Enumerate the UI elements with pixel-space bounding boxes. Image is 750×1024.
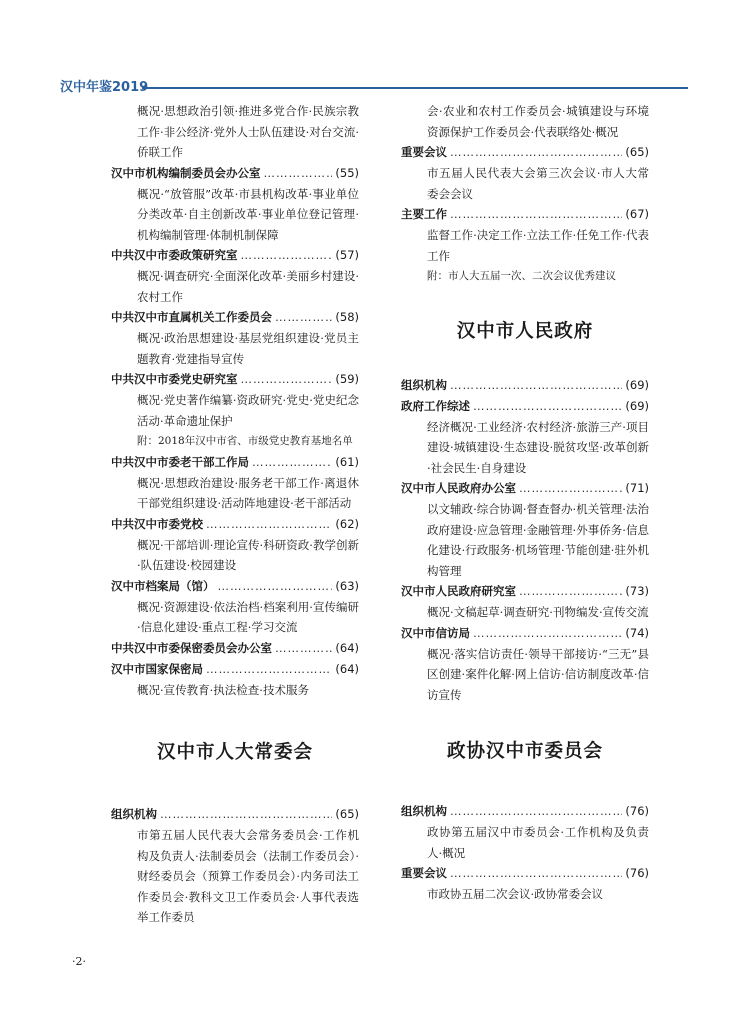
section-title-cppcc-committee: 政协汉中市委员会 — [446, 741, 603, 762]
toc-left-column — [111, 101, 359, 928]
toc-entry-detail: 市第五届人民代表大会常务委员会·工作机构及负责人·法制委员会（法制工作委员会）·财经委员会（预算工作委员会）·内务司法工作委员会·教科文卫工作委员会·人事代表选举工作委员 — [137, 828, 359, 924]
toc-page-number: (71) — [625, 481, 649, 495]
toc-entry-detail: 概况·宣传教育·执法检查·技术服务 — [137, 682, 309, 697]
toc-entry-title[interactable]: 重要会议 — [401, 866, 447, 880]
toc-entry-detail: 监督工作·决定工作·立法工作·任免工作·代表工作 — [427, 228, 649, 263]
toc-entry-title[interactable]: 组织机构 — [111, 807, 157, 821]
toc-entry[interactable] — [111, 369, 359, 452]
toc-entry[interactable] — [401, 375, 649, 396]
leader-dots — [450, 142, 622, 163]
toc-entry[interactable] — [111, 659, 359, 701]
toc-entry-title[interactable]: 中共汉中市委党史研究室 — [111, 372, 238, 386]
toc-entry-title[interactable]: 汉中市人民政府办公室 — [401, 481, 516, 495]
header-rule — [142, 87, 688, 89]
toc-entry-title[interactable]: 中共汉中市委政策研究室 — [111, 248, 238, 262]
toc-entry-title[interactable]: 中共汉中市直属机关工作委员会 — [111, 310, 272, 324]
leader-dots — [275, 307, 332, 328]
toc-entry[interactable] — [401, 396, 649, 479]
toc-entry-detail: 市五届人民代表大会第三次会议·市人大常委会会议 — [427, 166, 649, 201]
leader-dots — [450, 863, 622, 884]
leader-dots — [218, 576, 333, 597]
toc-entry-detail: 概况·思想政治建设·服务老干部工作·离退休干部党组织建设·活动阵地建设·老干部活动 — [137, 475, 359, 510]
toc-entry[interactable] — [111, 163, 359, 246]
toc-entry-detail: 概况·文稿起草·调查研究·刊物编发·宣传交流 — [427, 605, 649, 619]
toc-entry[interactable] — [401, 142, 649, 204]
toc-entry-note: 附：市人大五届一次、二次会议优秀建议 — [427, 270, 616, 282]
toc-entry-title[interactable]: 组织机构 — [401, 377, 447, 392]
toc-entry-detail: 经济概况·工业经济·农村经济·旅游三产·项目建设·城镇建设·生态建设·脱贫攻坚·改革创新·社会民生·自身建设 — [427, 419, 649, 475]
toc-entry[interactable] — [401, 581, 649, 623]
toc-page-number: (65) — [335, 807, 359, 821]
toc-page-number: (76) — [625, 804, 649, 818]
leader-dots — [275, 638, 332, 659]
leader-dots — [519, 478, 622, 499]
toc-entry-detail: 以文辅政·综合协调·督查督办·机关管理·法治政府建设·应急管理·金融管理·外事侨务·信息化建设·行政服务·机场管理·节能创建·驻外机构管理 — [427, 502, 649, 578]
toc-entry[interactable] — [111, 804, 359, 928]
toc-entry-title[interactable]: 汉中市信访局 — [401, 625, 470, 640]
toc-entry[interactable] — [401, 801, 649, 863]
leader-dots — [473, 623, 622, 644]
toc-continued-detail: 概况·思想政治引领·推进多党合作·民族宗教工作·非公经济·党外人士队伍建设·对台交流·侨联工作 — [137, 104, 359, 159]
toc-entry-detail: 概况·资源建设·依法治档·档案利用·宣传编研·信息化建设·重点工程·学习交流 — [137, 599, 359, 634]
toc-entry-title[interactable]: 中共汉中市委保密委员会办公室 — [111, 640, 272, 655]
page-number: ·2· — [72, 955, 86, 968]
toc-entry-detail: 概况·调查研究·全面深化改革·美丽乡村建设·农村工作 — [137, 269, 359, 304]
toc-entry-detail: 概况·干部培训·理论宣传·科研资政·教学创新·队伍建设·校园建设 — [137, 537, 359, 572]
leader-dots — [252, 452, 332, 473]
toc-continued-detail: 会·农业和农村工作委员会·城镇建设与环境资源保护工作委员会·代表联络处·概况 — [427, 104, 649, 139]
leader-dots — [264, 163, 333, 184]
toc-entry[interactable] — [111, 307, 359, 369]
leader-dots — [473, 396, 622, 417]
toc-entry-title[interactable]: 组织机构 — [401, 804, 447, 818]
toc-entry-title[interactable]: 汉中市人民政府研究室 — [401, 584, 516, 598]
toc-entry-detail: 市政协五届二次会议·政协常委会议 — [427, 887, 604, 901]
toc-page-number: (67) — [625, 207, 649, 221]
toc-page-number: (63) — [335, 578, 359, 593]
toc-page-number: (69) — [625, 398, 649, 413]
leader-dots — [241, 245, 333, 266]
toc-entry-detail: 政协第五届汉中市委员会·工作机构及负责人·概况 — [427, 825, 649, 860]
toc-entry-detail: 概况·政治思想建设·基层党组织建设·党员主题教育·党建指导宣传 — [137, 331, 359, 366]
leader-dots — [206, 659, 332, 680]
leader-dots — [160, 804, 332, 825]
toc-entry-note: 附：2018年汉中市省、市级党史教育基地名单 — [137, 435, 353, 447]
toc-entry[interactable] — [401, 204, 649, 287]
leader-dots — [241, 369, 333, 390]
toc-entry-detail: 概况·党史著作编纂·资政研究·党史·党史纪念活动·革命遗址保护 — [137, 393, 359, 428]
leader-dots — [450, 801, 622, 822]
toc-page-number: (65) — [625, 145, 649, 159]
toc-entry-title[interactable]: 中共汉中市委党校 — [111, 516, 203, 531]
toc-entry-title[interactable]: 中共汉中市委老干部工作局 — [111, 454, 249, 469]
toc-entry-title[interactable]: 汉中市机构编制委员会办公室 — [111, 165, 261, 180]
toc-entry[interactable] — [111, 576, 359, 638]
toc-page-number: (64) — [335, 640, 359, 655]
toc-entry-title[interactable]: 重要会议 — [401, 145, 447, 159]
toc-page-number: (64) — [335, 661, 359, 676]
toc-page-number: (74) — [625, 625, 649, 640]
toc-page-number: (73) — [625, 584, 649, 598]
toc-entry-detail: 概况·“放管服”改革·市县机构改革·事业单位分类改革·自主创新改革·事业单位登记管理·机构编制管理·体制机制保障 — [137, 186, 359, 242]
leader-dots — [206, 514, 332, 535]
leader-dots — [450, 204, 622, 225]
toc-page-number: (61) — [335, 454, 359, 469]
toc-page-number: (58) — [335, 310, 359, 324]
toc-page-number: (76) — [625, 866, 649, 880]
section-title-municipal-government: 汉中市人民政府 — [456, 320, 594, 342]
toc-entry[interactable] — [111, 245, 359, 307]
toc-entry[interactable] — [401, 478, 649, 581]
toc-right-column — [401, 101, 649, 905]
toc-entry-title[interactable]: 汉中市档案局（馆） — [111, 578, 215, 593]
toc-entry[interactable] — [111, 452, 359, 514]
toc-page-number: (57) — [335, 248, 359, 262]
toc-entry-detail: 概况·落实信访责任·领导干部接访·“三无”县区创建·案件化解·网上信访·信访制度改革·信访宣传 — [427, 646, 649, 702]
toc-entry[interactable] — [111, 638, 359, 659]
toc-entry-title[interactable]: 主要工作 — [401, 207, 447, 221]
section-title-npc-standing-committee: 汉中市人大常委会 — [156, 742, 313, 763]
toc-entry-title[interactable]: 政府工作综述 — [401, 398, 470, 413]
running-header-title: 汉中年鉴2019 — [60, 80, 149, 95]
toc-entry-title[interactable]: 汉中市国家保密局 — [111, 661, 203, 676]
toc-page-number: (69) — [625, 377, 649, 392]
toc-entry[interactable] — [401, 863, 649, 905]
toc-entry[interactable] — [111, 514, 359, 576]
toc-page-number: (55) — [335, 165, 359, 180]
leader-dots — [450, 375, 622, 396]
toc-page-number: (59) — [335, 372, 359, 386]
toc-entry[interactable] — [401, 623, 649, 706]
leader-dots — [519, 581, 622, 602]
toc-page-number: (62) — [335, 516, 359, 531]
